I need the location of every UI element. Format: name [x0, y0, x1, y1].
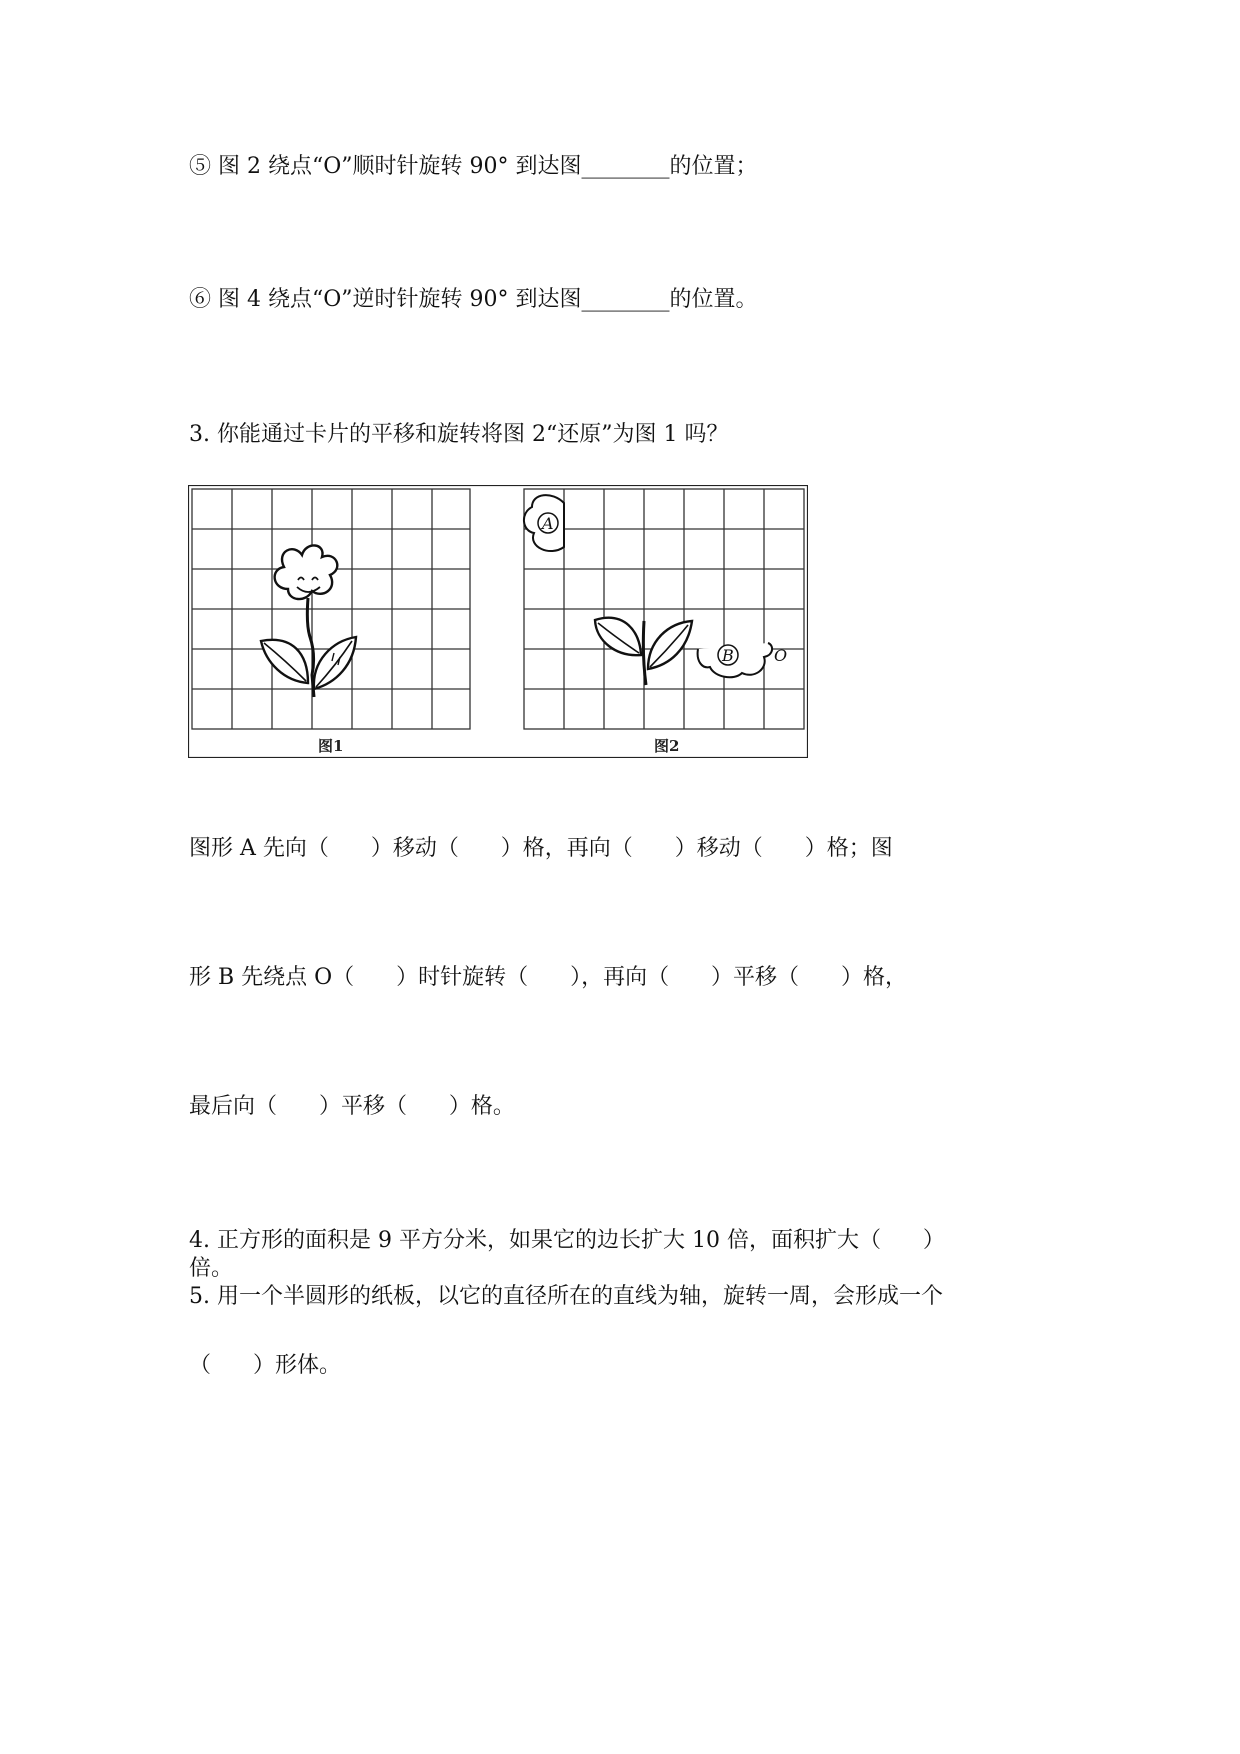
q3-answer-line2: 形 B 先绕点 O（ ）时针旋转（ ），再向（ ）平移（ ）格，: [189, 965, 908, 990]
q5-line1: 5. 用一个半圆形的纸板，以它的直径所在的直线为轴，旋转一周，会形成一个: [189, 1284, 943, 1309]
q5-line2: （ ）形体。: [189, 1353, 341, 1378]
q3-answer-line1: 图形 A 先向（ ）移动（ ）格，再向（ ）移动（ ）格；图: [189, 836, 893, 861]
q3-figure: [188, 485, 808, 758]
q3-question: 3. 你能通过卡片的平移和旋转将图 2“还原”为图 1 吗？: [189, 422, 729, 447]
label-a: A: [542, 514, 554, 533]
q4-line1: 4. 正方形的面积是 9 平方分米，如果它的边长扩大 10 倍，面积扩大（ ）: [189, 1228, 945, 1253]
label-b: B: [722, 646, 734, 665]
q3-answer-line3: 最后向（ ）平移（ ）格。: [189, 1094, 515, 1119]
q4-line2: 倍。: [189, 1256, 234, 1281]
q2-item5: ⑤ 图 2 绕点“O”顺时针旋转 90° 到达图________的位置；: [189, 154, 758, 179]
q2-item6: ⑥ 图 4 绕点“O”逆时针旋转 90° 到达图________的位置。: [189, 287, 758, 312]
label-o: O: [774, 646, 788, 665]
fig1-caption: 图1: [318, 737, 344, 755]
fig2-caption: 图2: [654, 737, 680, 755]
